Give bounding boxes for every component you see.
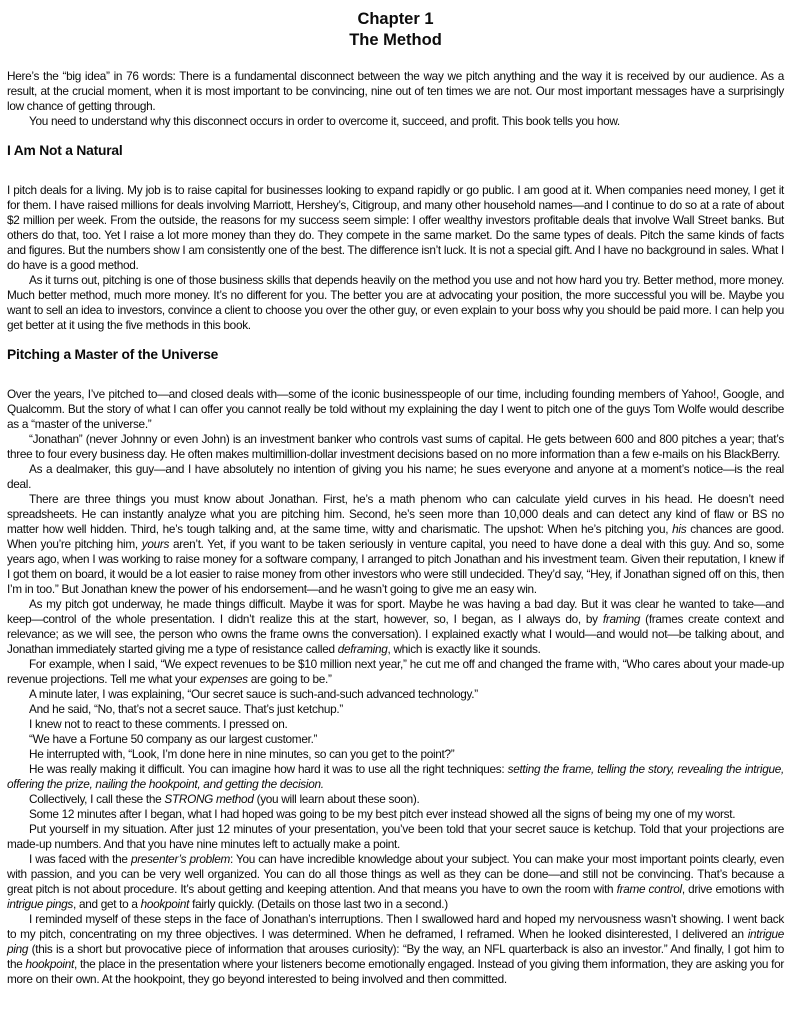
paragraph: I reminded myself of these steps in the face of Jonathan’s interruptions. Then I swallowed hard and hoped my nervousness wasn’t showing. I went back to my pitch, concentrating on my three objectives. I was determined. When he deframed, I reframed. When he looked disinterested, I delivered an intrigue ping (this is a short but provocative piece of information that arouses curiosity): “By the way, an NFL quarterback is also an investor.” And finally, I got him to the hookpoint, the place in the presentation where your listeners become emotionally engaged. Instead of you giving them information, they are asking you for more on their own. At the hookpoint, they go beyond interested to being involved and then committed. — [7, 912, 784, 986]
paragraph: As it turns out, pitching is one of those business skills that depends heavily on the method you use and not how hard you try. Better method, more money. Much better method, much more money. It’s no different for you. The better you are at advocating your position, the more successful you will be. Maybe you want to sell an idea to investors, convince a client to choose you over the other guy, or even explain to your boss why you should be paid more. I can help you get better at it using the five methods in this book. — [7, 273, 784, 332]
paragraph: He interrupted with, “Look, I’m done here in nine minutes, so can you get to the point?” — [29, 747, 455, 761]
section-heading: I Am Not a Natural — [7, 143, 123, 158]
paragraph: Some 12 minutes after I began, what I had hoped was going to be my best pitch ever instead showed all the signs of being my one of my worst. — [29, 807, 736, 821]
paragraph: Over the years, I’ve pitched to—and closed deals with—some of the iconic businesspeople of our time, including founding members of Yahoo!, Google, and Qualcomm. But the story of what I can offer you cannot really be told without my explaining the day I went to pitch one of the guys Tom Wolfe would describe as a “master of the universe.” — [7, 387, 784, 431]
document-body — [7, 69, 784, 987]
paragraph: There are three things you must know about Jonathan. First, he’s a math phenom who can calculate yield curves in his head. He doesn’t need spreadsheets. He can instantly analyze what you are pitching him. Second, he’s seen more than 10,000 deals and can detect any kind of flaw or BS no matter how well hidden. Third, he’s tough talking and, at the same time, witty and charismatic. The upshot: When he’s pitching you, his chances are good. When you’re pitching him, yours aren’t. Yet, if you want to be taken seriously in venture capital, you need to have done a deal with this guy. And so, some years ago, when I was working to raise money for a software company, I arranged to pitch Jonathan and his investment team. Given their reputation, I knew if I got them on board, it would be a lot easier to raise money from other investors who were still undecided. They’d say, “Hey, if Jonathan signed off on this, then I’m in too.” But Jonathan knew the power of his endorsement—and he wasn’t going to give me an easy win. — [7, 492, 784, 596]
paragraph: I knew not to react to these comments. I pressed on. — [29, 717, 288, 731]
chapter-title — [7, 9, 784, 51]
paragraph: And he said, “No, that’s not a secret sauce. That’s just ketchup.” — [29, 702, 343, 716]
paragraph: As a dealmaker, this guy—and I have absolutely no intention of giving you his name; he sues everyone and anyone at a moment’s notice—is the real deal. — [7, 462, 784, 491]
section-heading: Pitching a Master of the Universe — [7, 347, 219, 362]
paragraph: He was really making it difficult. You can imagine how hard it was to use all the right techniques: setting the frame, telling the story, revealing the intrigue, offering the prize, nailing the hookpoint, and getting the decision. — [7, 762, 784, 791]
paragraph: Collectively, I call these the STRONG method (you will learn about these soon). — [29, 792, 420, 806]
paragraph: Here’s the “big idea” in 76 words: There is a fundamental disconnect between the way we pitch anything and the way it is received by our audience. As a result, at the crucial moment, when it is most important to be convincing, nine out of ten times we are not. Our most important messages have a surprisingly low chance of getting through. — [7, 69, 784, 113]
chapter-name: The Method — [349, 31, 442, 49]
paragraph: You need to understand why this disconnect occurs in order to overcome it, succeed, and profit. This book tells you how. — [29, 114, 620, 128]
paragraph: “Jonathan” (never Johnny or even John) is an investment banker who controls vast sums of capital. He gets between 600 and 800 pitches a year; that’s three to four every business day. He often makes multimillion-dollar investment decisions based on no more information than a few e-mails on his BlackBerry. — [7, 432, 784, 461]
paragraph: As my pitch got underway, he made things difficult. Maybe it was for sport. Maybe he was having a bad day. But it was clear he wanted to take—and keep—control of the whole presentation. I didn’t realize this at the start, however, so, I began, as I always do, by framing (frames create context and relevance; as we will see, the person who owns the frame owns the conversation). I explained exactly what I would—and would not—be talking about, and Jonathan immediately started giving me a type of resistance called deframing, which is exactly like it sounds. — [7, 597, 784, 656]
paragraph: Put yourself in my situation. After just 12 minutes of your presentation, you’ve been told that your secret sauce is ketchup. Told that your projections are made-up numbers. And that you have nine minutes left to actually make a point. — [7, 822, 784, 851]
chapter-number: Chapter 1 — [357, 10, 434, 28]
paragraph: “We have a Fortune 50 company as our largest customer.” — [29, 732, 318, 746]
paragraph: I was faced with the presenter’s problem: You can have incredible knowledge about your subject. You can make your most important points clearly, even with passion, and you can be very well organized. You can do all those things as well as they can be done—and still not be convincing. That’s because a great pitch is not about procedure. It’s about getting and keeping attention. And that means you have to own the room with frame control, drive emotions with intrigue pings, and get to a hookpoint fairly quickly. (Details on those last two in a second.) — [7, 852, 784, 911]
paragraph: I pitch deals for a living. My job is to raise capital for businesses looking to expand rapidly or go public. I am good at it. When companies need money, I get it for them. I have raised millions for deals involving Marriott, Hershey’s, Citigroup, and many other household names—and I continue to do so at a rate of about $2 million per week. From the outside, the reasons for my success seem simple: I offer wealthy investors profitable deals that involve Wall Street banks. But others do that, too. Yet I raise a lot more money than they do. They compete in the same market. Do the same types of deals. Pitch the same kinds of facts and figures. But the numbers show I am consistently one of the best. The difference isn’t luck. It is not a special gift. And I have no background in sales. What I do have is a good method. — [7, 183, 784, 272]
paragraph: For example, when I said, “We expect revenues to be $10 million next year,” he cut me off and changed the frame with, “Who cares about your made-up revenue projections. Tell me what your expenses are going to be.” — [7, 657, 784, 686]
paragraph: A minute later, I was explaining, “Our secret sauce is such-and-such advanced technology.” — [29, 687, 478, 701]
